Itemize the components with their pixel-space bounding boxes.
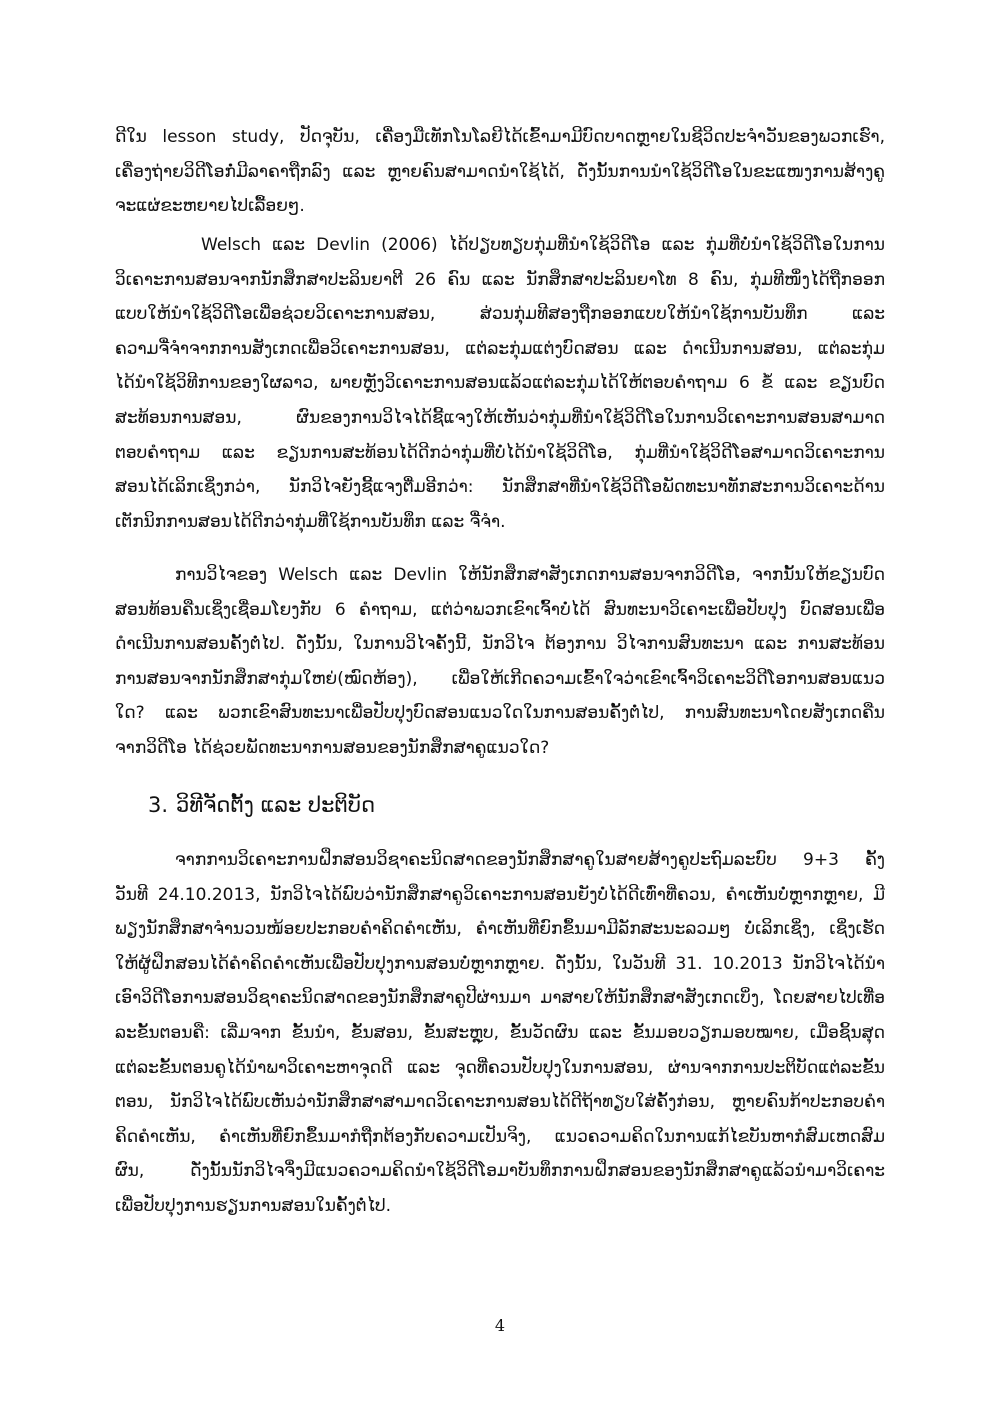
- text-line: ການສອນຈາກນັກສຶກສາກຸ່ມໃຫຍ່(ໝົດຫ້ອງ), ເພື່ອໃຫ້ເກີດຄວາມເຂົ້າໃຈວ່າເຂົາເຈົ້າວິເຄາະວິດີໂອການສອນແນວ: [115, 668, 885, 689]
- text-line: ສອນທ້ອນຄືນເຊິ່ງເຊື່ອມໂຍງກັບ 6 ຄໍາຖາມ, ແຕ່ວ່າພວກເຂົາເຈົ້າບໍ່ໄດ້ ສົນທະນາວິເຄາະເພື່ອປັບປຸງ ບົດສອນເພື່ອ: [115, 599, 885, 620]
- text-line: ເຕັກນິກການສອນໄດ້ດີກວ່າກຸ່ມທີ່ໃຊ້ການບັນທຶກ ແລະ ຈື່ຈໍາ.: [115, 511, 506, 532]
- text-line: ລະຂັ້ນຕອນຄື: ເລີ່ມຈາກ ຂັ້ນນໍາ, ຂັ້ນສອນ, ຂັ້ນສະຫຼຸບ, ຂັ້ນວັດຜົນ ແລະ ຂັ້ນມອບວຽກມອບໝາຍ, ເມື່ອຊິ້ນສຸດ: [115, 1022, 885, 1043]
- section-heading: [148, 790, 375, 820]
- text-line: ຕອນ, ນັກວິໄຈໄດ້ພົບເຫັນວ່ານັກສຶກສາສາມາດວິເຄາະການສອນໄດ້ດີຖ້າທຽບໃສ່ຄັ້ງກ່ອນ, ຫຼາຍຄົນກ້າປະກອບຄໍາ: [115, 1092, 885, 1113]
- text-line: ໄດ້ນໍາໃຊ້ວິທີການຂອງໃຜລາວ, ພາຍຫຼັງວິເຄາະການສອນແລ້ວແຕ່ລະກຸ່ມໄດ້ໃຫ້ຕອບຄໍາຖາມ 6 ຂໍ້ ແລະ ຂຽນບົດ: [115, 373, 885, 394]
- text-line: ພຽງນັກສຶກສາຈໍານວນໜ້ອຍປະກອບຄໍາຄິດຄໍາເຫັນ, ຄໍາເຫັນທີ່ຍົກຂຶ້ນມາມີລັກສະນະລວມໆ ບໍ່ເລິກເຊິ່ງ, ເຊິ່ງເຮັດ: [115, 919, 885, 940]
- text-line: ສະທ້ອນການສອນ, ຜົນຂອງການວິໄຈໄດ້ຊີ້ແຈງໃຫ້ເຫັນວ່າກຸ່ມທີ່ນໍາໃຊ້ວິດີໂອໃນການວິເຄາະການສອນສາມາດ: [115, 407, 885, 428]
- page-number: 4: [494, 1316, 506, 1335]
- text-line: ຕອບຄໍາຖາມ ແລະ ຂຽນການສະທ້ອນໄດ້ດີກວ່າກຸ່ມທີ່ບໍ່ໄດ້ນໍາໃຊ້ວິດີໂອ, ກຸ່ມທີ່ນໍາໃຊ້ວິດີໂອສາມາດວິເຄາະການ: [115, 442, 885, 463]
- text-line: ຜົນ, ດັ່ງນັ້ນນັກວິໄຈຈຶ່ງມີແນວຄວາມຄິດນໍາໃຊ້ວິດີໂອມາບັນທຶກການຝຶກສອນຂອງນັກສຶກສາຄູແລ້ວນໍາມາວິເຄາະ: [115, 1161, 885, 1182]
- paragraph-1: [115, 120, 885, 224]
- text-line: ສອນໄດ້ເລິກເຊິ່ງກວ່າ, ນັກວິໄຈຍັງຊີ້ແຈງຕື່ມອີກວ່າ: ນັກສຶກສາທີ່ນໍາໃຊ້ວິດີໂອພັດທະນາທັກສະການວິເຄາະດ້ານ: [115, 477, 885, 498]
- paragraph-2: [115, 228, 885, 539]
- paragraph-4: [115, 843, 885, 1224]
- text-line: ດໍາເນີນການສອນຄັ້ງຕໍ່ໄປ. ດັ່ງນັ້ນ, ໃນການວິໄຈຄັ້ງນີ້, ນັກວິໄຈ ຕ້ອງການ ວິໄຈການສົນທະນາ ແລະ ການສະທ້ອນ: [115, 634, 885, 655]
- section-title: ວິທີຈັດຕັ້ງ ແລະ ປະຕິບັດ: [176, 793, 376, 817]
- text-line: ຄິດຄໍາເຫັນ, ຄໍາເຫັນທີ່ຍົກຂຶ້ນມາກໍຖືກຕ້ອງກັບຄວາມເປັນຈິງ, ແນວຄວາມຄິດໃນການແກ້ໄຂບັນຫາກໍສົມເຫດສົມ: [115, 1126, 885, 1147]
- text-line: ໃຫ້ຜູ້ຝຶກສອນໄດ້ຄໍາຄິດຄໍາເຫັນເພື່ອປັບປຸງການສອນບໍ່ຫຼາກຫຼາຍ. ດັ່ງນັ້ນ, ໃນວັນທີ 31. 10.2013 ນັກວິໄຈໄດ້ນໍາ: [115, 953, 885, 974]
- text-line: ຄວາມຈື່ຈໍາຈາກການສັງເກດເພື່ອວິເຄາະການສອນ, ແຕ່ລະກຸ່ມແຕ່ງບົດສອນ ແລະ ດໍາເນີນການສອນ, ແຕ່ລະກຸ່ມ: [115, 338, 885, 359]
- text-line: Welsch ແລະ Devlin (2006) ໄດ້ປຽບທຽບກຸ່ມທີ່ນໍາໃຊ້ວິດີໂອ ແລະ ກຸ່ມທີ່ບໍ່ນໍາໃຊ້ວິດີໂອໃນການ: [201, 235, 885, 255]
- text-line: ວັນທີ 24.10.2013, ນັກວິໄຈໄດ້ພົບວ່ານັກສຶກສາຄູວິເຄາະການສອນຍັງບໍ່ໄດ້ດີເທົ່າທີ່ຄວນ, ຄໍາເຫັນບໍ່ຫຼາກຫຼາຍ, ມີ: [115, 884, 885, 905]
- section-number: 3.: [148, 793, 169, 817]
- text-line: ວິເຄາະການສອນຈາກນັກສຶກສາປະລິນຍາຕີ 26 ຄົນ ແລະ ນັກສຶກສາປະລິນຍາໂທ 8 ຄົນ, ກຸ່ມທີໜຶ່ງໄດ້ຖືກອອກ: [115, 269, 885, 290]
- paragraph-3: [115, 558, 885, 766]
- text-line: ແບບໃຫ້ນໍາໃຊ້ວິດີໂອເພື່ອຊ່ວຍວິເຄາະການສອນ, ສ່ວນກຸ່ມທີສອງຖືກອອກແບບໃຫ້ນໍາໃຊ້ການບັນທຶກ ແລະ: [115, 304, 885, 325]
- text-line: ເພື່ອປັບປຸງການຮຽນການສອນໃນຄັ້ງຕໍ່ໄປ.: [115, 1195, 392, 1216]
- text-line: ໃດ? ແລະ ພວກເຂົາສົນທະນາເພື່ອປັບປຸງບົດສອນແນວໃດໃນການສອນຄັ້ງຕໍ່ໄປ, ການສົນທະນາໂດຍສັງເກດຄືນ: [115, 703, 885, 724]
- text-line: ເຄື່ອງຖ່າຍວິດີໂອກໍ່ມີລາຄາຖືກລົງ ແລະ ຫຼາຍຄົນສາມາດນໍາໃຊ້ໄດ້, ດັ່ງນັ້ນການນໍາໃຊ້ວິດີໂອໃນຂະແໜງການສ້າງຄູ: [115, 161, 885, 182]
- text-line: ເອົາວິດີໂອການສອນວິຊາຄະນິດສາດຂອງນັກສຶກສາຄູປີຜ່ານມາ ມາສາຍໃຫ້ນັກສຶກສາສັງເກດເບິ່ງ, ໂດຍສາຍໄປເທື່ອ: [115, 988, 885, 1009]
- text-line: ການວິໄຈຂອງ Welsch ແລະ Devlin ໃຫ້ນັກສຶກສາສັງເກດການສອນຈາກວິດີໂອ, ຈາກນັ້ນໃຫ້ຂຽນບົດ: [175, 565, 885, 585]
- text-line: ຈາກວິດີໂອ ໄດ້ຊ່ວຍພັດທະນາການສອນຂອງນັກສຶກສາຄູແນວໃດ?: [115, 737, 550, 758]
- text-line: ແຕ່ລະຂັ້ນຕອນຄູໄດ້ນໍາພາວິເຄາະຫາຈຸດດີ ແລະ ຈຸດທີ່ຄວນປັບປຸງໃນການສອນ, ຜ່ານຈາກການປະຕິບັດແຕ່ລະຂັ້ນ: [115, 1057, 885, 1078]
- text-line: ຈາກການວິເຄາະການຝຶກສອນວິຊາຄະນິດສາດຂອງນັກສຶກສາຄູໃນສາຍສ້າງຄູປະຖົມລະບົບ 9+3 ຄັ້ງ: [175, 850, 885, 870]
- text-line: ດີໃນ lesson study, ປັດຈຸບັນ, ເຄື່ອງມືເທັກໂນໂລຍີໄດ້ເຂົ້າມາມີບົດບາດຫຼາຍໃນຊີວິດປະຈໍາວັນຂອງພວກເຮົາ,: [115, 127, 885, 147]
- text-line: ຈະແຜ່ຂະຫຍາຍໄປເລື້ອຍໆ.: [115, 196, 305, 217]
